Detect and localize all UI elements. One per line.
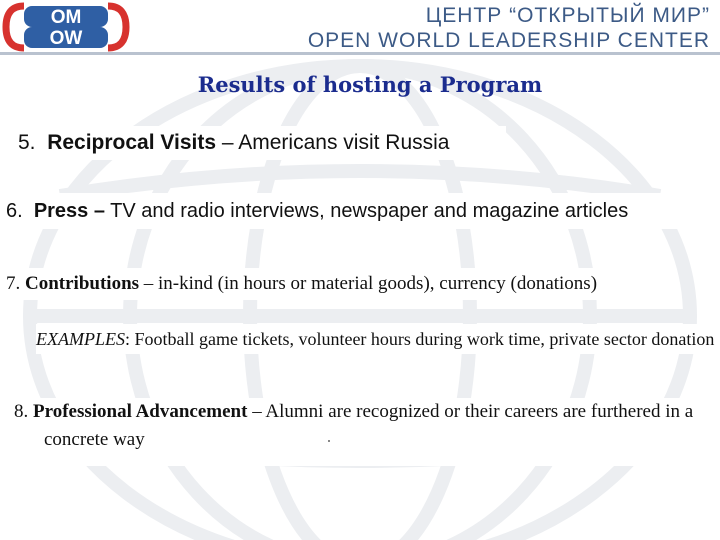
org-name-english: OPEN WORLD LEADERSHIP CENTER: [307, 29, 710, 52]
item-text: – Americans visit Russia: [216, 131, 450, 154]
examples-text: : Football game tickets, volunteer hours during work time, private sector donation: [124, 329, 715, 349]
header-divider: [0, 52, 720, 55]
item-text: TV and radio interviews, newspaper and magazine articles: [104, 200, 629, 222]
logo-text-bottom: OW: [49, 28, 83, 49]
list-item: [6, 268, 626, 300]
item-heading: Reciprocal Visits: [47, 131, 217, 154]
examples-label: EXAMPLES: [36, 329, 125, 349]
item-heading: Press –: [33, 200, 105, 222]
item-number: 8.: [14, 401, 29, 422]
item-number: 7.: [6, 273, 21, 294]
examples-line: [36, 324, 720, 354]
org-name-russian: ЦЕНТР “ОТКРЫТЫЙ МИР”: [425, 4, 710, 27]
item-number: 5.: [18, 131, 36, 154]
list-item: [18, 126, 506, 160]
omow-logo-icon: [2, 2, 130, 52]
item-heading: Professional Advancement: [33, 401, 248, 422]
list-item: [14, 398, 720, 466]
list-item: [6, 193, 720, 229]
slide-title: Results of hosting a Program: [197, 72, 543, 97]
header-bar: [0, 0, 720, 56]
item-text-continued: concrete way: [44, 429, 145, 450]
item-number: 6.: [6, 200, 23, 222]
item-text: – in-kind (in hours or material goods), currency (donations): [139, 273, 598, 294]
logo-text-top: OM: [50, 7, 82, 28]
item-text: – Alumni are recognized or their careers are furthered in a: [247, 401, 694, 422]
item-heading: Contributions: [25, 273, 140, 294]
stray-dot: [328, 440, 330, 442]
